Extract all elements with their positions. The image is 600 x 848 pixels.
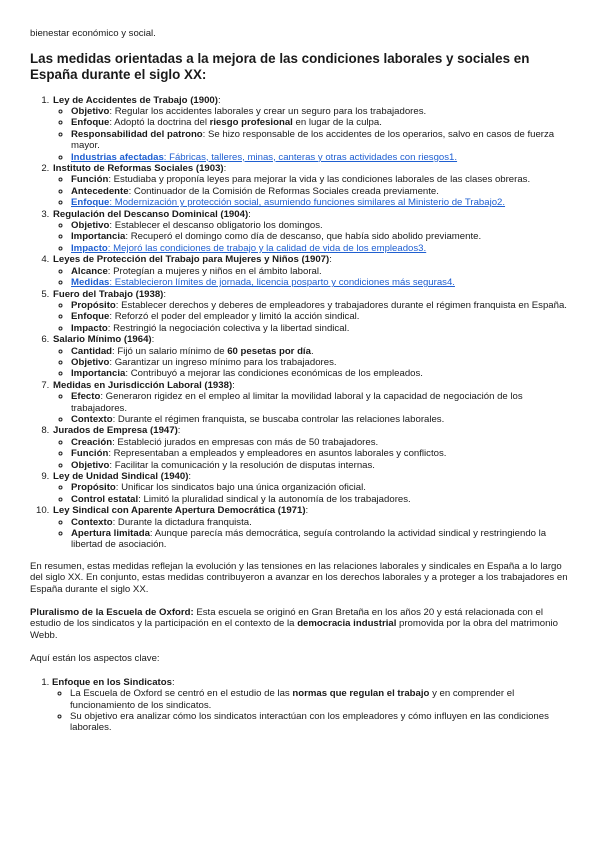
point-value: : Generaron rigidez en el empleo al limitar la movilidad laboral y la capacidad de negociación de los trabajadores.: [71, 391, 523, 414]
point-value: : Regular los accidentes laborales y crear un seguro para los trabajadores.: [109, 106, 427, 117]
aspect-item: 1. Enfoque en los Sindicatos: ◦ La Escuela de Oxford se centró en el estudio de las normas que regulan el trabajo y en comprender el funcionamiento de los sindicatos. ◦ Su objetivo era analizar cómo los sindicatos interactúan con los empleadores y cómo influyen en las condiciones laborales.: [52, 677, 572, 734]
law-item: 9. Ley de Unidad Sindical (1940): ◦ Propósito: Unificar los sindicatos bajo una única organización oficial. ◦ Control estatal: Limitó la pluralidad sindical y la autonomía de los trabajadores.: [52, 471, 572, 505]
law-title: Ley Sindical con Aparente Apertura Democrática (1971): [53, 505, 306, 517]
law-point: [71, 277, 572, 288]
law-points: [53, 517, 572, 551]
point-key: Industrias afectadas: [71, 151, 164, 163]
law-title: Jurados de Empresa (1947): [53, 425, 178, 437]
intro-line: bienestar económico y social.: [30, 28, 156, 39]
point-key: Propósito: [71, 299, 116, 311]
law-points: [53, 300, 572, 334]
law-point: [71, 448, 572, 459]
oxford-bold: democracia industrial: [297, 618, 397, 630]
law-point: [71, 517, 572, 528]
point-value: : Modernización y protección social, asumiendo funciones similares al Ministerio de Trabajo2.: [109, 197, 506, 209]
oxford-text-2: promovida por la obra del matrimonio Webb.: [30, 618, 558, 641]
section-heading: Las medidas orientadas a la mejora de las condiciones laborales y sociales en España durante el siglo XX:: [30, 51, 530, 82]
point-key: Propósito: [71, 482, 116, 494]
law-point: [71, 300, 572, 311]
law-item: 5. Fuero del Trabajo (1938): ◦ Propósito: Establecer derechos y deberes de empleadores y trabajadores durante el régimen franquista en España. ◦ Enfoque: Reforzó el poder del empleador y limitó la acción sindical. ◦ Impacto: Restringió la negociación colectiva y la libertad sindical.: [52, 289, 572, 335]
point-key: Objetivo: [71, 356, 110, 368]
point-key: Impacto: [71, 242, 108, 254]
point-key: Creación: [71, 436, 113, 448]
point-key: Medidas: [71, 277, 110, 289]
law-title: Leyes de Protección del Trabajo para Mujeres y Niños (1907): [53, 254, 330, 266]
point-key: Efecto: [71, 391, 101, 403]
point-link[interactable]: [71, 277, 455, 288]
oxford-title: Pluralismo de la Escuela de Oxford:: [30, 607, 194, 619]
point-value: : Protegían a mujeres y niños en el ámbito laboral.: [107, 265, 322, 277]
point-key: Objetivo: [71, 220, 110, 232]
point-key: Antecedente: [71, 185, 129, 197]
point-value: : Unificar los sindicatos bajo una única organización oficial.: [115, 482, 366, 494]
point-key: Objetivo: [71, 459, 110, 471]
point-value: : Restringió la negociación colectiva y la libertad sindical.: [107, 322, 350, 334]
aspect-title: Enfoque en los Sindicatos: [52, 676, 172, 688]
law-title: Fuero del Trabajo (1938): [53, 288, 164, 300]
point-value: : Durante el régimen franquista, se buscaba controlar las relaciones laborales.: [112, 413, 445, 425]
law-point: [71, 311, 572, 322]
law-item: 6. Salario Mínimo (1964): ◦ Cantidad: Fijó un salario mínimo de 60 pesetas por día. ◦ Objetivo: Garantizar un ingreso mínimo para los trabajadores. ◦ Importancia: Contribuyó a mejorar las condiciones económicas de los empleados.: [52, 334, 572, 380]
point-value: : Estableció jurados en empresas con más de 50 trabajadores.: [112, 436, 379, 448]
law-point: [71, 494, 572, 505]
point-key: Enfoque: [71, 197, 110, 209]
point-key: Función: [71, 448, 109, 460]
point-key: Función: [71, 174, 109, 186]
law-item: 1. Ley de Accidentes de Trabajo (1900): ◦ Objetivo: Regular los accidentes laborales y crear un seguro para los trabajadores. ◦ Enfoque: Adoptó la doctrina del riesgo profesional en lugar de la culpa. ◦ Responsabilidad del patrono: Se hizo responsable de los accidentes de los operarios, salvo en casos de fuerza mayor. ◦ Industrias afectadas: Fábricas, talleres, minas, canteras y otras actividades con riesgos1.: [52, 95, 572, 163]
aspect-text-end: y en comprender el funcionamiento de los sindicatos.: [70, 688, 515, 711]
law-point: [71, 437, 572, 448]
point-key: Cantidad: [71, 345, 113, 357]
point-value: : Contribuyó a mejorar las condiciones económicas de los empleados.: [125, 368, 423, 380]
point-bold: 60 pesetas por día: [227, 345, 311, 357]
law-point: [71, 460, 572, 471]
point-value-end: en lugar de la culpa.: [292, 117, 382, 129]
law-point: [71, 243, 572, 254]
point-link[interactable]: [71, 243, 426, 254]
point-key: Objetivo: [71, 106, 110, 117]
law-points: [53, 482, 572, 505]
law-point: [71, 129, 572, 152]
law-points: [53, 174, 572, 208]
point-key: Contexto: [71, 516, 113, 528]
law-point: [71, 357, 572, 368]
point-link[interactable]: [71, 197, 505, 208]
law-item: 2. Instituto de Reformas Sociales (1903): ◦ Función: Estudiaba y proponía leyes para mejorar la vida y las condiciones laborales de las clases obreras. ◦ Antecedente: Continuador de la Comisión de Reformas Sociales creada previamente. ◦ Enfoque: Modernización y protección social, asumiendo funciones similares al Ministerio de Trabajo2.: [52, 163, 572, 209]
law-title: Ley de Unidad Sindical (1940): [53, 471, 189, 482]
aspect-point: [70, 688, 572, 711]
law-points: [53, 266, 572, 289]
law-item: 8. Jurados de Empresa (1947): ◦ Creación: Estableció jurados en empresas con más de 50 trabajadores. ◦ Función: Representaban a empleados y empleadores en asuntos laborales y conflictos. ◦ Objetivo: Facilitar la comunicación y la resolución de disputas internas.: [52, 425, 572, 471]
point-value: : Reforzó el poder del empleador y limitó la acción sindical.: [109, 311, 360, 323]
law-point: [71, 528, 572, 551]
point-value: : Establecieron límites de jornada, licencia posparto y condiciones más seguras4.: [109, 277, 455, 289]
point-bold: riesgo profesional: [209, 117, 293, 129]
point-key: Control estatal: [71, 493, 139, 505]
law-point: [71, 117, 572, 128]
law-point: [71, 152, 572, 163]
point-value: : Garantizar un ingreso mínimo para los trabajadores.: [109, 356, 337, 368]
document-page: [30, 28, 572, 734]
law-title: Instituto de Reformas Sociales (1903): [53, 163, 224, 175]
aspect-text: Su objetivo era analizar cómo los sindicatos interactúan con los empleadores y cómo influyen en las condiciones laborales.: [70, 710, 549, 734]
aspect-bold: normas que regulan el trabajo: [292, 688, 430, 700]
aspect-text: La Escuela de Oxford se centró en el estudio de las: [70, 688, 293, 700]
law-item: 7. Medidas en Jurisdicción Laboral (1938): ◦ Efecto: Generaron rigidez en el empleo al limitar la movilidad laboral y la capacidad de negociación de los trabajadores. ◦ Contexto: Durante el régimen franquista, se buscaba controlar las relaciones laborales.: [52, 380, 572, 426]
law-point: [71, 368, 572, 379]
oxford-paragraph: [30, 607, 572, 641]
law-point: [71, 266, 572, 277]
law-points: [53, 437, 572, 471]
point-value: : Se hizo responsable de los accidentes de los operarios, salvo en casos de fuerza mayor.: [71, 128, 555, 152]
law-item: 3. Regulación del Descanso Dominical (1904): ◦ Objetivo: Establecer el descanso obligatorio los domingos. ◦ Importancia: Recuperó el domingo como día de descanso, que había sido abolido previamente. ◦ Impacto: Mejoró las condiciones de trabajo y la calidad de vida de los empleados3.: [52, 209, 572, 255]
law-title: Salario Mínimo (1964): [53, 334, 152, 346]
point-value: : Aunque parecía más democrática, seguía controlando la actividad sindical y restringiendo la libertad de asociación.: [71, 528, 547, 551]
point-key: Responsabilidad del patrono: [71, 128, 203, 140]
law-points: [53, 106, 572, 163]
point-key: Alcance: [71, 265, 108, 277]
summary-paragraph: En resumen, estas medidas reflejan la evolución y las tensiones en las relaciones laborales y sindicales en España a lo largo del siglo XX. En conjunto, estas medidas contribuyeron a avanzar en los derechos laborales y a proteger a los trabajadores en España durante el siglo XX.: [30, 560, 568, 595]
law-point: [71, 220, 572, 231]
law-point: [71, 391, 572, 414]
law-points: [53, 220, 572, 254]
law-points: [53, 391, 572, 425]
point-key: Enfoque: [71, 117, 110, 129]
point-value: : Recuperó el domingo como día de descanso, que había sido abolido previamente.: [125, 231, 482, 243]
law-point: [71, 482, 572, 493]
laws-list: [30, 95, 572, 551]
point-value: : Fábricas, talleres, minas, canteras y otras actividades con riesgos1.: [163, 151, 458, 163]
law-item: 10. Ley Sindical con Aparente Apertura Democrática (1971): ◦ Contexto: Durante la dictadura franquista. ◦ Apertura limitada: Aunque parecía más democrática, seguía controlando la actividad sindical y restringiendo la libertad de asociación.: [52, 505, 572, 551]
point-value: : Durante la dictadura franquista.: [112, 516, 252, 528]
aspects-list: [30, 677, 572, 734]
point-value: : Limitó la pluralidad sindical y la autonomía de los trabajadores.: [138, 493, 411, 505]
point-value: : Fijó un salario mínimo de: [112, 345, 228, 357]
point-value: : Continuador de la Comisión de Reformas Sociales creada previamente.: [128, 185, 439, 197]
point-value: : Establecer el descanso obligatorio los domingos.: [109, 220, 323, 232]
law-point: [71, 231, 572, 242]
law-title: Regulación del Descanso Dominical (1904): [53, 208, 249, 220]
point-key: Enfoque: [71, 311, 110, 323]
point-value: : Adoptó la doctrina del: [109, 117, 210, 129]
point-key: Importancia: [71, 368, 126, 380]
aspect-point: [70, 711, 572, 734]
law-item: 4. Leyes de Protección del Trabajo para Mujeres y Niños (1907): ◦ Alcance: Protegían a mujeres y niños en el ámbito laboral. ◦ Medidas: Establecieron límites de jornada, licencia posparto y condiciones más seguras4.: [52, 254, 572, 288]
law-point: [71, 174, 572, 185]
point-value: : Establecer derechos y deberes de empleadores y trabajadores durante el régimen franquista en España.: [115, 299, 567, 311]
point-key: Contexto: [71, 413, 113, 425]
aspect-points: [52, 688, 572, 734]
point-value: : Mejoró las condiciones de trabajo y la calidad de vida de los empleados3.: [107, 242, 427, 254]
point-key: Importancia: [71, 231, 126, 243]
law-title: Ley de Accidentes de Trabajo (1900): [53, 94, 218, 106]
point-key: Apertura limitada: [71, 528, 150, 540]
point-value: : Representaban a empleados y empleadores en asuntos laborales y conflictos.: [108, 448, 447, 460]
aspects-intro: Aquí están los aspectos clave:: [30, 653, 160, 665]
point-value: : Estudiaba y proponía leyes para mejorar la vida y las condiciones laborales de las clases obreras.: [108, 174, 531, 186]
law-point: [71, 186, 572, 197]
point-value-end: .: [310, 345, 314, 357]
law-point: [71, 323, 572, 334]
law-point: [71, 414, 572, 425]
point-key: Impacto: [71, 322, 108, 334]
point-value: : Facilitar la comunicación y la resolución de disputas internas.: [109, 459, 375, 471]
oxford-text-1: Esta escuela se originó en Gran Bretaña en los años 20 y está relacionada con el estudio de los sindicatos y la participación en el contexto de la: [30, 607, 544, 630]
law-point: [71, 346, 572, 357]
law-point: [71, 106, 572, 117]
law-point: [71, 197, 572, 208]
law-title: Medidas en Jurisdicción Laboral (1938): [53, 379, 233, 391]
law-points: [53, 346, 572, 380]
point-link[interactable]: [71, 152, 457, 163]
